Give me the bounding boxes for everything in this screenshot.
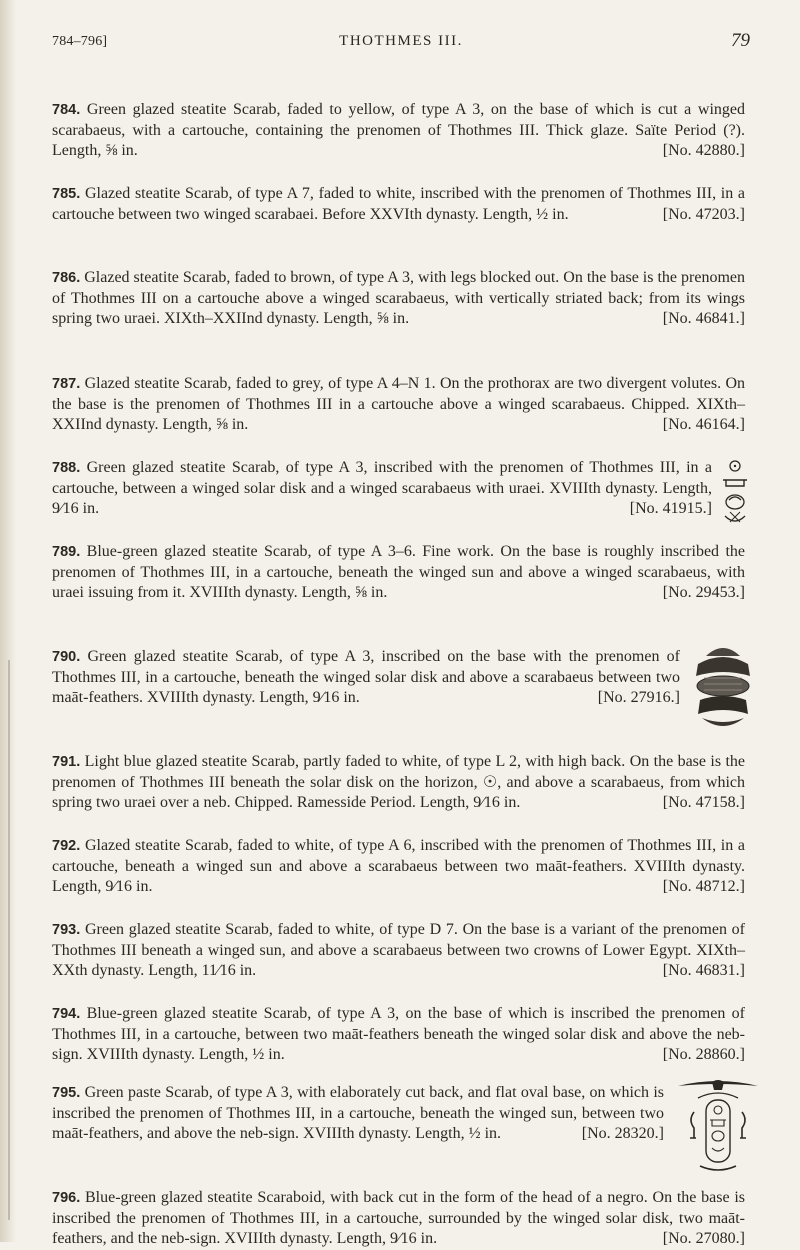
entry-number: 787.	[52, 376, 81, 392]
entry-reference: [No. 28860.]	[662, 1046, 745, 1063]
page-number: 79	[731, 30, 750, 51]
catalogue-entry-796	[52, 1188, 745, 1250]
entry-text: Green glazed steatite Scarab, of type A 3, inscribed on the base with the prenomen of Thothmes III, in a cartouche, beneath the winged solar disk and above a scarabaeus between two maāt-feathers. XVIIIth dynasty. Length, 9⁄16 in.	[52, 648, 680, 706]
glyph-788-figure	[718, 456, 752, 528]
catalogue-entry-788	[52, 458, 712, 520]
entry-text: Glazed steatite Scarab, faded to white, of type A 6, inscribed with the prenomen of Thothmes III, in a cartouche, beneath a winged sun and above a scarabaeus between two maāt-feathers. XVIIIth dynasty. Length, 9⁄16 in.	[52, 837, 746, 895]
scarab-illustration-790	[690, 642, 756, 734]
entry-text: Glazed steatite Scarab, faded to brown, of type A 3, with legs blocked out. On the base is the prenomen of Thothmes III on a cartouche above a winged scarabaeus, with vertically striated back; from its wings spring two uraei. XIXth–XXIInd dynasty. Length, ⅝ in.	[52, 269, 746, 327]
entry-reference: [No. 47203.]	[662, 205, 745, 223]
entry-text: Green paste Scarab, of type A 3, with elaborately cut back, and flat oval base, on which is inscribed the prenomen of Thothmes III, in a cartouche, beneath the winged sun, between two maāt-feathers, and above the neb-sign. XVIIIth dynasty. Length, ½ in.	[52, 1084, 665, 1142]
entry-number: 790.	[52, 649, 81, 665]
entry-number: 792.	[52, 838, 81, 854]
entry-text: Green glazed steatite Scarab, of type A 3, inscribed with the prenomen of Thothmes III, in a cartouche, between a winged solar disk and a winged scarabaeus with uraei. XVIIIth dynasty. Length, 9⁄16 in.	[52, 459, 713, 517]
entry-reference: [No. 47158.]	[662, 794, 745, 811]
entry-number: 795.	[52, 1085, 81, 1101]
entry-reference: [No. 42880.]	[662, 142, 745, 159]
entry-reference: [No. 27916.]	[597, 689, 680, 706]
entry-number: 791.	[52, 754, 81, 770]
binding-shadow	[8, 660, 10, 1220]
entry-text: Blue-green glazed steatite Scarab, of type A 3–6. Fine work. On the base is roughly inscribed the prenomen of Thothmes III, in a cartouche, beneath the winged sun and above a winged scarabaeus, with uraei issuing from it. XVIIIth dynasty. Length, ⅝ in.	[52, 543, 746, 601]
entry-reference: [No. 28320.]	[581, 1125, 664, 1142]
catalogue-entry-787	[52, 374, 745, 436]
glyph-795-figure	[676, 1078, 760, 1178]
entry-number: 794.	[52, 1006, 81, 1022]
entry-reference: [No. 27080.]	[662, 1230, 745, 1247]
entry-text: Blue-green glazed steatite Scarab, of type A 3, on the base of which is inscribed the prenomen of Thothmes III, in a cartouche, between two maāt-feathers beneath the winged solar disk and above the neb-sign. XVIIIth dynasty. Length, ½ in.	[52, 1005, 745, 1063]
entry-number: 796.	[52, 1190, 81, 1206]
catalogue-entry-786	[52, 268, 745, 330]
catalogue-entry-793	[52, 920, 745, 982]
entry-number: 785.	[52, 186, 81, 202]
catalogue-entry-795	[52, 1083, 664, 1145]
entry-number: 793.	[52, 922, 81, 938]
entry-text: Light blue glazed steatite Scarab, partly faded to white, of type L 2, with high back. On the base is the prenomen of Thothmes III beneath the solar disk on the horizon, ☉, and above a scarabaeus, from which spring two uraei over a neb. Chipped. Ramesside Period. Length, 9⁄16 in.	[52, 753, 746, 811]
entry-text: Glazed steatite Scarab, of type A 7, faded to white, inscribed with the prenomen of Thothmes III, in a cartouche between two winged scarabaei. Before XXVIth dynasty. Length, ½ in.	[52, 185, 746, 223]
page-title: THOTHMES III.	[339, 33, 463, 49]
entry-text: Glazed steatite Scarab, faded to grey, of type A 4–N 1. On the prothorax are two divergent volutes. On the base is the prenomen of Thothmes III in a cartouche above a winged scarabaeus. Chipped. XIXth–XXIInd dynasty. Length, ⅝ in.	[52, 375, 746, 433]
catalogue-entry-792	[52, 836, 745, 898]
entry-reference: [No. 46841.]	[662, 310, 745, 327]
entry-reference: [No. 41915.]	[629, 500, 712, 517]
entry-reference: [No. 48712.]	[662, 878, 745, 895]
entry-text: Green glazed steatite Scarab, faded to white, of type D 7. On the base is a variant of the prenomen of Thothmes III beneath a winged sun, and above a scarabaeus between two crowns of Lower Egypt. XIXth–XXth dynasty. Length, 11⁄16 in.	[52, 921, 746, 979]
catalogue-entry-794	[52, 1004, 745, 1066]
catalogue-entry-791	[52, 752, 745, 814]
entry-number: 786.	[52, 270, 81, 286]
entry-reference: [No. 46164.]	[662, 416, 745, 433]
catalogue-entry-785	[52, 184, 745, 225]
entry-number: 788.	[52, 460, 81, 476]
catalogue-entry-790	[52, 647, 680, 709]
entry-reference: [No. 29453.]	[662, 584, 745, 601]
running-head	[52, 30, 750, 54]
catalogue-entry-789	[52, 542, 745, 604]
entry-text: Green glazed steatite Scarab, faded to yellow, of type A 3, on the base of which is cut a winged scarabaeus, with a cartouche, containing the prenomen of Thothmes III. Thick glaze. Saïte Period (?). Length, ⅝ in.	[52, 101, 746, 159]
entry-range: 784–796]	[52, 34, 108, 49]
entry-number: 789.	[52, 544, 81, 560]
catalogue-entry-784	[52, 100, 745, 162]
entry-number: 784.	[52, 102, 81, 118]
entry-text: Blue-green glazed steatite Scaraboid, with back cut in the form of the head of a negro. On the base is inscribed the prenomen of Thothmes III, in a cartouche, surrounded by the winged solar disk, two maāt-feathers, and the neb-sign. XVIIIth dynasty. Length, 9⁄16 in.	[52, 1189, 746, 1247]
entry-reference: [No. 46831.]	[662, 962, 745, 979]
